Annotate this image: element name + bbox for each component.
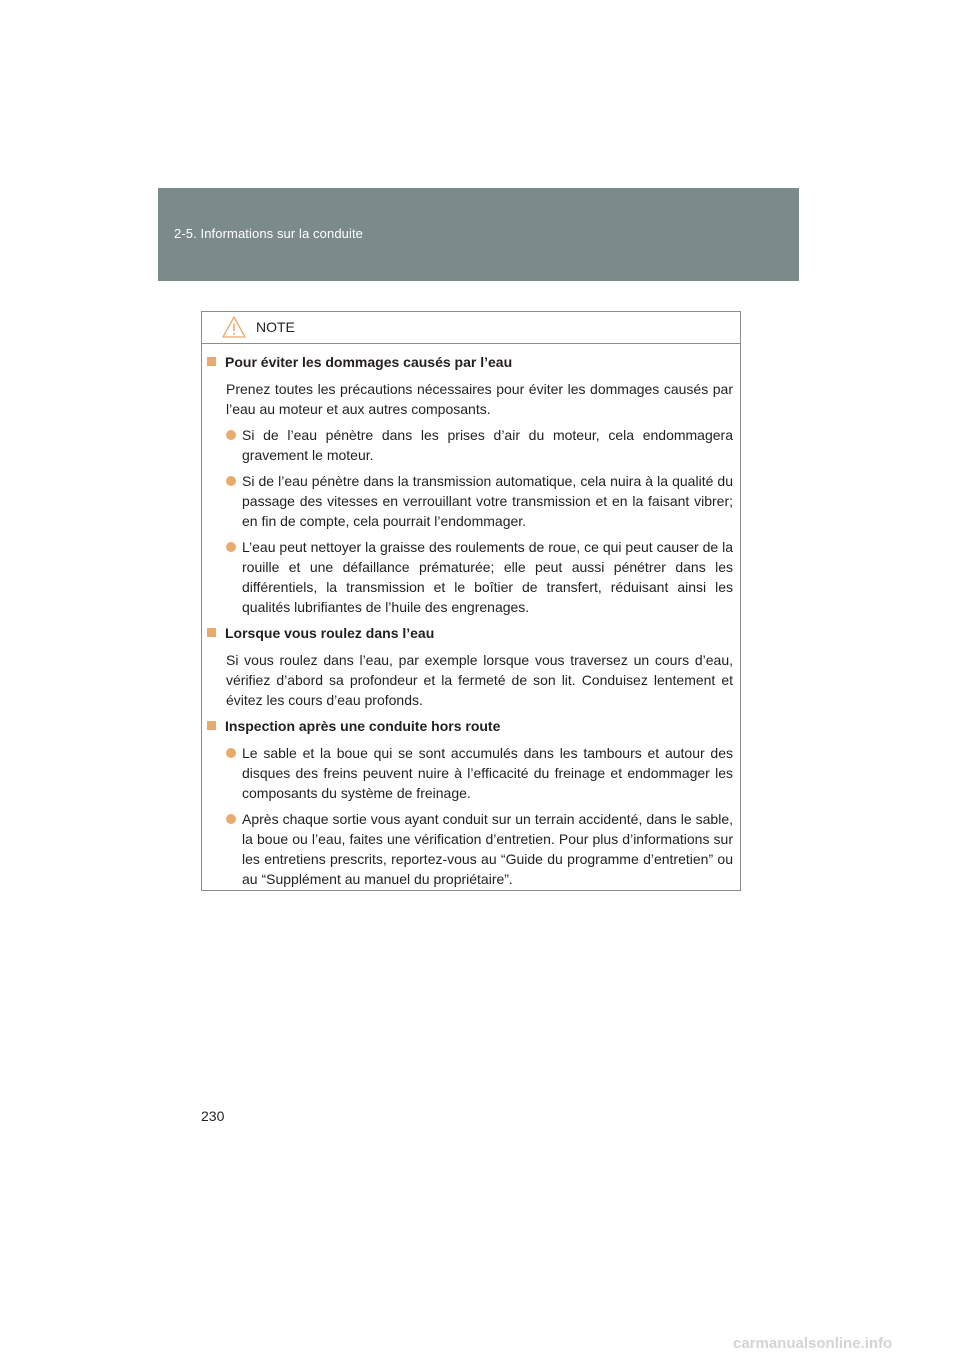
bullet-text: Le sable et la boue qui se sont accumulés dans les tambours et autour des disques des freins peuvent nuire à l’efficacité du freinage et endommager les composants du système de freinage.: [242, 745, 733, 801]
note-label: NOTE: [256, 319, 295, 335]
section-heading: [206, 352, 733, 372]
warning-triangle-icon: [222, 315, 246, 339]
section-title-text: Inspection après une conduite hors route: [225, 718, 501, 734]
bullet-item: [206, 471, 733, 531]
bullet-text: L’eau peut nettoyer la graisse des roulements de roue, ce qui peut causer de la rouille et une défaillance prématurée; elle peut aussi pénétrer dans les différentiels, la transmission et le boîtier de transfert, réduisant ainsi les qualités lubrifiantes de l’huile des engrenages.: [242, 539, 733, 615]
section-header-band: [158, 188, 799, 281]
section-heading: [206, 716, 733, 736]
section-title-text: Pour éviter les dommages causés par l’eau: [225, 354, 513, 370]
bullet-item: [206, 537, 733, 617]
watermark: carmanualsonline.info: [733, 1335, 893, 1352]
round-bullet-icon: [226, 476, 236, 486]
round-bullet-icon: [226, 430, 236, 440]
section-title: 2-5. Informations sur la conduite: [174, 226, 364, 241]
section-paragraph: Prenez toutes les précautions nécessaires pour éviter les dommages causés par l’eau au moteur et aux autres composants.: [226, 381, 733, 417]
bullet-text: Si de l’eau pénètre dans les prises d’air du moteur, cela endommagera gravement le moteur.: [242, 427, 733, 463]
section-heading: [206, 623, 733, 643]
bullet-item: [206, 809, 733, 889]
round-bullet-icon: [226, 814, 236, 824]
square-bullet-icon: [207, 357, 216, 366]
bullet-text: Après chaque sortie vous ayant conduit sur un terrain accidenté, dans le sable, la boue ou l’eau, faites une vérification d’entretien. Pour plus d’informations sur les entretiens prescrits, reportez-vous au “Guide du programme d’entretien” ou au “Supplément au manuel du propriétaire”.: [242, 811, 733, 887]
section-paragraph: Si vous roulez dans l’eau, par exemple lorsque vous traversez un cours d’eau, vérifiez d’abord sa profondeur et la fermeté de son lit. Conduisez lentement et évitez les cours d’eau profonds.: [226, 652, 733, 708]
section-title-text: Lorsque vous roulez dans l’eau: [225, 625, 435, 641]
square-bullet-icon: [207, 628, 216, 637]
bullet-item: [206, 425, 733, 465]
bullet-text: Si de l’eau pénètre dans la transmission automatique, cela nuira à la qualité du passage des vitesses en verrouillant votre transmission et en la faisant vibrer; en fin de compte, cela pourrait l’endommager.: [242, 473, 733, 529]
page-number: 230: [201, 1108, 225, 1124]
note-header: [202, 312, 740, 344]
round-bullet-icon: [226, 748, 236, 758]
bullet-item: [206, 743, 733, 803]
square-bullet-icon: [207, 721, 216, 730]
note-body: [202, 344, 740, 889]
round-bullet-icon: [226, 542, 236, 552]
note-box: [201, 311, 741, 891]
